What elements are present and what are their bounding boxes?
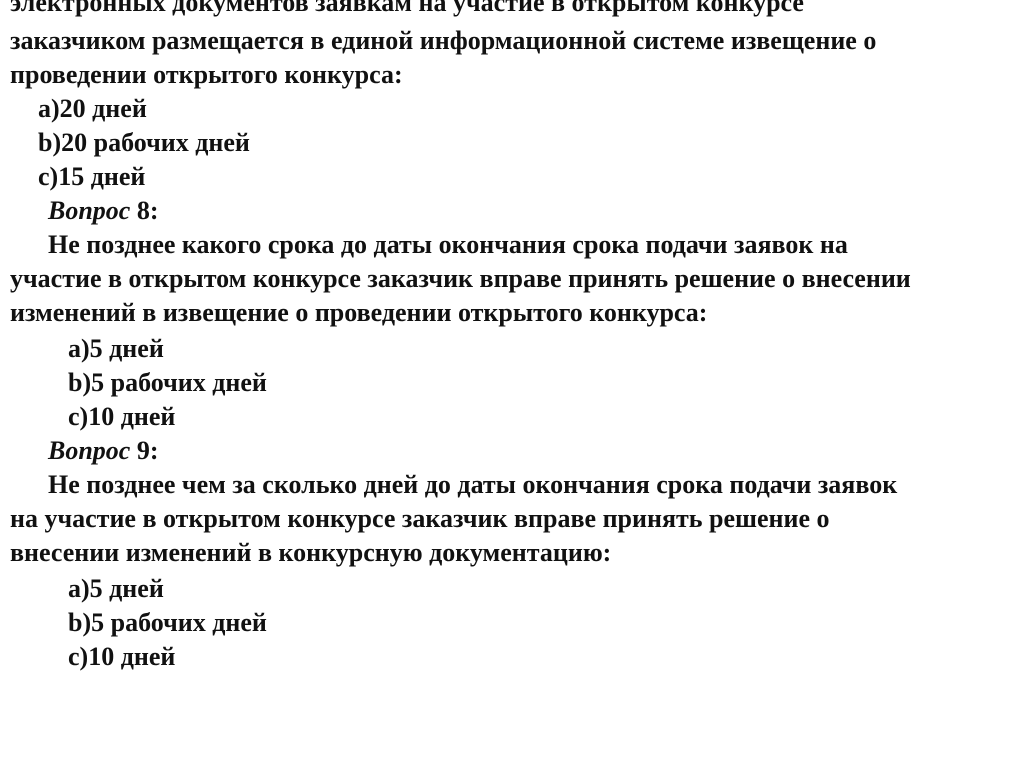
q9-title-word: Вопрос bbox=[48, 436, 131, 465]
q9-title-number: 9: bbox=[136, 436, 159, 465]
q7-text-line-1: электронных документов заявкам на участие в открытом конкурсе bbox=[10, 0, 804, 17]
q8-text-line-1: Не позднее какого срока до даты окончания срока подачи заявок на bbox=[48, 230, 848, 259]
q7-text-line-2: заказчиком размещается в единой информационной системе извещение о bbox=[10, 26, 877, 55]
q7-option-b: b)20 рабочих дней bbox=[38, 128, 250, 157]
q8-text-line-2: участие в открытом конкурсе заказчик вправе принять решение о внесении bbox=[10, 264, 911, 293]
q8-title-number: 8: bbox=[136, 196, 159, 225]
q8-title-word: Вопрос bbox=[48, 196, 131, 225]
q9-text-line-1: Не позднее чем за сколько дней до даты окончания срока подачи заявок bbox=[48, 470, 898, 499]
q8-option-c: c)10 дней bbox=[68, 402, 176, 431]
q9-text-line-3: внесении изменений в конкурсную документацию: bbox=[10, 538, 612, 567]
q8-text-line-3: изменений в извещение о проведении открытого конкурса: bbox=[10, 298, 708, 327]
q8-title bbox=[48, 194, 159, 228]
q9-option-b: b)5 рабочих дней bbox=[68, 608, 267, 637]
q7-option-a: a)20 дней bbox=[38, 94, 147, 123]
q9-text-line-2: на участие в открытом конкурсе заказчик вправе принять решение о bbox=[10, 504, 830, 533]
q9-option-a: a)5 дней bbox=[68, 574, 164, 603]
q9-title bbox=[48, 434, 159, 468]
q7-option-c: c)15 дней bbox=[38, 162, 146, 191]
q9-option-c: c)10 дней bbox=[68, 642, 176, 671]
q8-option-a: a)5 дней bbox=[68, 334, 164, 363]
q7-text-line-3: проведении открытого конкурса: bbox=[10, 60, 403, 89]
q8-option-b: b)5 рабочих дней bbox=[68, 368, 267, 397]
